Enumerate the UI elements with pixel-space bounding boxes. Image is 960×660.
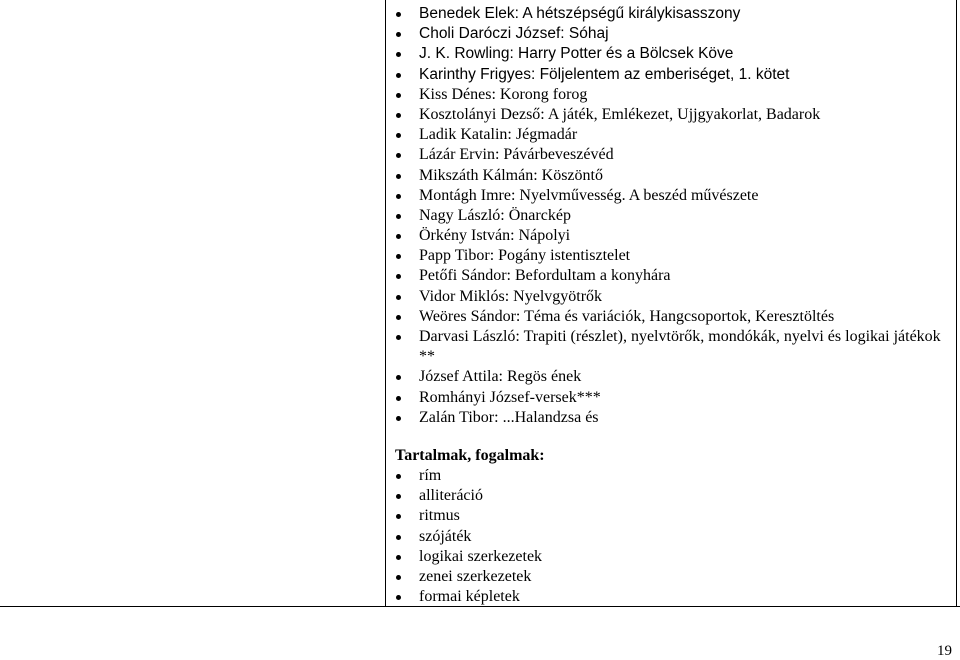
concepts-list xyxy=(392,466,692,607)
concept-list-item: logikai szerkezetek xyxy=(392,547,692,567)
page-number: 19 xyxy=(937,643,952,659)
reading-list-item: J. K. Rowling: Harry Potter és a Bölcsek Köve xyxy=(392,44,952,64)
concept-list-item: ritmus xyxy=(392,506,692,526)
reading-list-item: Vidor Miklós: Nyelvgyötrők xyxy=(392,287,952,307)
reading-list-item: Lázár Ervin: Pávárbeveszévéd xyxy=(392,145,952,165)
reading-list-item: Ladik Katalin: Jégmadár xyxy=(392,125,952,145)
reading-list-item: Örkény István: Nápolyi xyxy=(392,226,952,246)
reading-list-item: Choli Daróczi József: Sóhaj xyxy=(392,24,952,44)
reading-list-item: Papp Tibor: Pogány istentisztelet xyxy=(392,246,952,266)
reading-list-item: Weöres Sándor: Téma és variációk, Hangcsoportok, Keresztöltés xyxy=(392,307,952,327)
concept-list-item: szójáték xyxy=(392,527,692,547)
reading-list-item: Nagy László: Önarckép xyxy=(392,206,952,226)
reading-list-item: Karinthy Frigyes: Följelentem az emberiséget, 1. kötet xyxy=(392,65,952,85)
reading-list-item: Mikszáth Kálmán: Köszöntő xyxy=(392,166,952,186)
reading-list-item: Zalán Tibor: ...Halandzsa és xyxy=(392,408,952,428)
concept-list-item: rím xyxy=(392,466,692,486)
reading-list-item: Darvasi László: Trapiti (részlet), nyelvtörők, mondókák, nyelvi és logikai játékok ** xyxy=(392,327,952,367)
reading-list-item: Benedek Elek: A hétszépségű királykisasszony xyxy=(392,4,952,24)
reading-list-item: Montágh Imre: Nyelvművesség. A beszéd művészete xyxy=(392,186,952,206)
reading-list-item: Kiss Dénes: Korong forog xyxy=(392,85,952,105)
concept-list-item: alliteráció xyxy=(392,486,692,506)
table-border-right xyxy=(956,0,957,607)
reading-list xyxy=(392,4,952,428)
concepts-heading: Tartalmak, fogalmak: xyxy=(395,447,545,464)
reading-list-item: Romhányi József-versek*** xyxy=(392,388,952,408)
table-border-left xyxy=(385,0,386,607)
reading-list-item: Petőfi Sándor: Befordultam a konyhára xyxy=(392,266,952,286)
reading-list-item: Kosztolányi Dezső: A játék, Emlékezet, Ujjgyakorlat, Badarok xyxy=(392,105,952,125)
reading-list-item: József Attila: Regös ének xyxy=(392,367,952,387)
concept-list-item: zenei szerkezetek xyxy=(392,567,692,587)
concept-list-item: formai képletek xyxy=(392,587,692,607)
